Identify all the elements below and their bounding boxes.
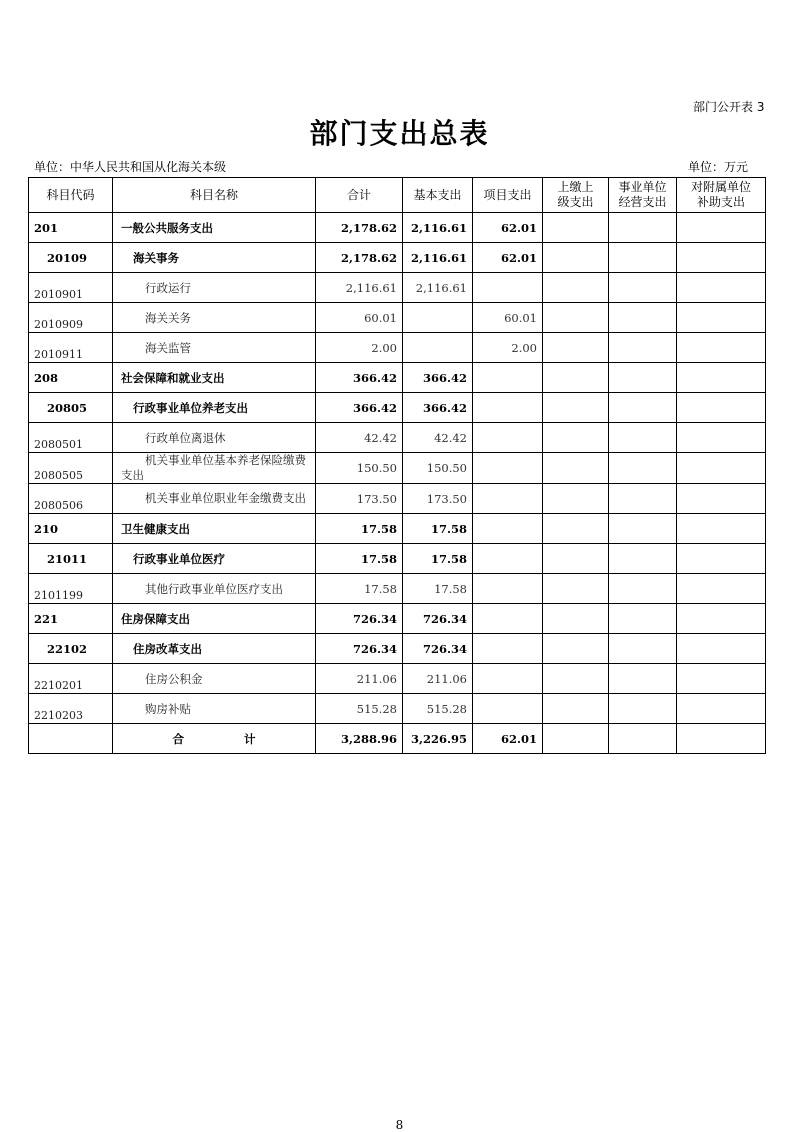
row-business (609, 213, 677, 243)
header-name: 科目名称 (113, 178, 316, 213)
row-total: 2.00 (316, 333, 403, 363)
row-total: 366.42 (316, 363, 403, 393)
row-code: 2080506 (29, 484, 113, 514)
row-subsidy (677, 604, 766, 634)
table-row (29, 303, 766, 333)
row-upper (543, 484, 609, 514)
row-total: 2,178.62 (316, 213, 403, 243)
row-basic: 366.42 (403, 393, 473, 423)
total-code (29, 724, 113, 754)
row-basic: 2,116.61 (403, 213, 473, 243)
row-business (609, 634, 677, 664)
row-code: 201 (29, 213, 113, 243)
table-row (29, 634, 766, 664)
row-upper (543, 574, 609, 604)
table-row (29, 423, 766, 453)
row-total: 211.06 (316, 664, 403, 694)
row-basic: 366.42 (403, 363, 473, 393)
table-row (29, 453, 766, 484)
row-name: 社会保障和就业支出 (113, 363, 316, 393)
row-upper (543, 213, 609, 243)
row-name: 购房补贴 (113, 694, 316, 724)
row-subsidy (677, 574, 766, 604)
row-name: 住房改革支出 (113, 634, 316, 664)
page-number: 8 (395, 1118, 404, 1132)
table-row (29, 333, 766, 363)
header-total: 合计 (316, 178, 403, 213)
row-total: 173.50 (316, 484, 403, 514)
row-name: 卫生健康支出 (113, 514, 316, 544)
row-subsidy (677, 423, 766, 453)
header-row (29, 178, 766, 213)
table-row (29, 393, 766, 423)
row-name: 海关监管 (113, 333, 316, 363)
header-upper-line1: 上缴上 (557, 180, 594, 194)
row-business (609, 363, 677, 393)
row-code: 210 (29, 514, 113, 544)
row-total: 2,178.62 (316, 243, 403, 273)
row-subsidy (677, 664, 766, 694)
row-code: 2010901 (29, 273, 113, 303)
row-project (473, 514, 543, 544)
row-total: 515.28 (316, 694, 403, 724)
row-project (473, 363, 543, 393)
row-total: 726.34 (316, 634, 403, 664)
row-project (473, 694, 543, 724)
row-name: 行政事业单位养老支出 (113, 393, 316, 423)
row-project (473, 544, 543, 574)
currency-unit: 单位：万元 (688, 160, 749, 174)
page-title: 部门支出总表 (309, 117, 490, 150)
row-code: 208 (29, 363, 113, 393)
row-upper (543, 694, 609, 724)
row-basic: 17.58 (403, 544, 473, 574)
table-row (29, 544, 766, 574)
row-project (473, 484, 543, 514)
total-basic: 3,226.95 (403, 724, 473, 754)
row-name: 机关事业单位基本养老保险缴费支出 (113, 453, 316, 484)
row-business (609, 303, 677, 333)
row-subsidy (677, 634, 766, 664)
row-basic: 515.28 (403, 694, 473, 724)
expenditure-table (28, 177, 766, 754)
total-business (609, 724, 677, 754)
row-project: 62.01 (473, 243, 543, 273)
row-basic: 726.34 (403, 634, 473, 664)
row-code: 21011 (29, 544, 113, 574)
header-code: 科目代码 (29, 178, 113, 213)
row-name: 其他行政事业单位医疗支出 (113, 574, 316, 604)
row-upper (543, 303, 609, 333)
table-row (29, 243, 766, 273)
row-name: 海关关务 (113, 303, 316, 333)
header-subsidy-line1: 对附属单位 (690, 180, 751, 194)
row-name: 行政运行 (113, 273, 316, 303)
row-total: 366.42 (316, 393, 403, 423)
row-code: 221 (29, 604, 113, 634)
row-name: 住房公积金 (113, 664, 316, 694)
row-code: 2101199 (29, 574, 113, 604)
row-subsidy (677, 453, 766, 484)
total-row (29, 724, 766, 754)
row-business (609, 604, 677, 634)
table-row (29, 604, 766, 634)
row-upper (543, 273, 609, 303)
row-basic: 42.42 (403, 423, 473, 453)
row-subsidy (677, 393, 766, 423)
row-project: 2.00 (473, 333, 543, 363)
row-project: 62.01 (473, 213, 543, 243)
row-business (609, 574, 677, 604)
row-business (609, 243, 677, 273)
row-upper (543, 333, 609, 363)
row-total: 60.01 (316, 303, 403, 333)
row-project (473, 453, 543, 484)
row-basic (403, 333, 473, 363)
total-label (113, 724, 316, 754)
row-name: 机关事业单位职业年金缴费支出 (113, 484, 316, 514)
row-name: 住房保障支出 (113, 604, 316, 634)
row-total: 17.58 (316, 574, 403, 604)
row-subsidy (677, 333, 766, 363)
table-row (29, 574, 766, 604)
header-business (609, 178, 677, 213)
row-total: 17.58 (316, 514, 403, 544)
total-upper (543, 724, 609, 754)
table-row (29, 484, 766, 514)
row-code: 2080501 (29, 423, 113, 453)
row-name: 一般公共服务支出 (113, 213, 316, 243)
row-business (609, 694, 677, 724)
row-upper (543, 604, 609, 634)
total-sum: 3,288.96 (316, 724, 403, 754)
row-project (473, 604, 543, 634)
row-project (473, 423, 543, 453)
header-basic: 基本支出 (403, 178, 473, 213)
row-subsidy (677, 484, 766, 514)
table-row (29, 213, 766, 243)
row-basic: 17.58 (403, 514, 473, 544)
form-number: 部门公开表 3 (693, 100, 765, 114)
organization-unit: 单位：中华人民共和国从化海关本级 (34, 160, 227, 174)
header-subsidy (677, 178, 766, 213)
row-code: 2210203 (29, 694, 113, 724)
row-basic: 2,116.61 (403, 243, 473, 273)
row-project (473, 393, 543, 423)
row-code: 2080505 (29, 453, 113, 484)
row-code: 2010911 (29, 333, 113, 363)
row-upper (543, 363, 609, 393)
row-total: 726.34 (316, 604, 403, 634)
table-row (29, 664, 766, 694)
row-basic: 173.50 (403, 484, 473, 514)
row-project (473, 574, 543, 604)
table-row (29, 363, 766, 393)
row-project (473, 634, 543, 664)
row-project (473, 273, 543, 303)
row-subsidy (677, 243, 766, 273)
header-project: 项目支出 (473, 178, 543, 213)
header-subsidy-line2: 补助支出 (696, 195, 745, 209)
row-upper (543, 243, 609, 273)
row-basic: 211.06 (403, 664, 473, 694)
row-project (473, 664, 543, 694)
row-code: 20805 (29, 393, 113, 423)
header-business-line2: 经营支出 (618, 195, 667, 209)
row-basic: 150.50 (403, 453, 473, 484)
row-subsidy (677, 694, 766, 724)
row-subsidy (677, 273, 766, 303)
total-label-right: 计 (244, 731, 256, 746)
table-row (29, 694, 766, 724)
row-upper (543, 544, 609, 574)
row-subsidy (677, 544, 766, 574)
total-label-left: 合 (172, 731, 184, 746)
row-business (609, 544, 677, 574)
row-basic (403, 303, 473, 333)
total-project: 62.01 (473, 724, 543, 754)
row-business (609, 453, 677, 484)
row-total: 2,116.61 (316, 273, 403, 303)
row-code: 2010909 (29, 303, 113, 333)
row-name: 行政单位离退休 (113, 423, 316, 453)
header-upper (543, 178, 609, 213)
header-business-line1: 事业单位 (618, 180, 667, 194)
row-upper (543, 514, 609, 544)
row-project: 60.01 (473, 303, 543, 333)
row-upper (543, 453, 609, 484)
row-upper (543, 423, 609, 453)
row-business (609, 664, 677, 694)
row-subsidy (677, 213, 766, 243)
row-business (609, 333, 677, 363)
row-subsidy (677, 363, 766, 393)
row-business (609, 514, 677, 544)
row-business (609, 484, 677, 514)
row-basic: 17.58 (403, 574, 473, 604)
row-subsidy (677, 514, 766, 544)
header-upper-line2: 级支出 (557, 195, 594, 209)
row-upper (543, 393, 609, 423)
table-row (29, 514, 766, 544)
row-basic: 2,116.61 (403, 273, 473, 303)
row-code: 20109 (29, 243, 113, 273)
row-upper (543, 664, 609, 694)
row-code: 2210201 (29, 664, 113, 694)
row-business (609, 423, 677, 453)
row-business (609, 393, 677, 423)
total-subsidy (677, 724, 766, 754)
row-total: 150.50 (316, 453, 403, 484)
row-subsidy (677, 303, 766, 333)
row-basic: 726.34 (403, 604, 473, 634)
row-business (609, 273, 677, 303)
row-code: 22102 (29, 634, 113, 664)
row-name: 海关事务 (113, 243, 316, 273)
row-total: 42.42 (316, 423, 403, 453)
row-total: 17.58 (316, 544, 403, 574)
table-row (29, 273, 766, 303)
row-upper (543, 634, 609, 664)
row-name: 行政事业单位医疗 (113, 544, 316, 574)
